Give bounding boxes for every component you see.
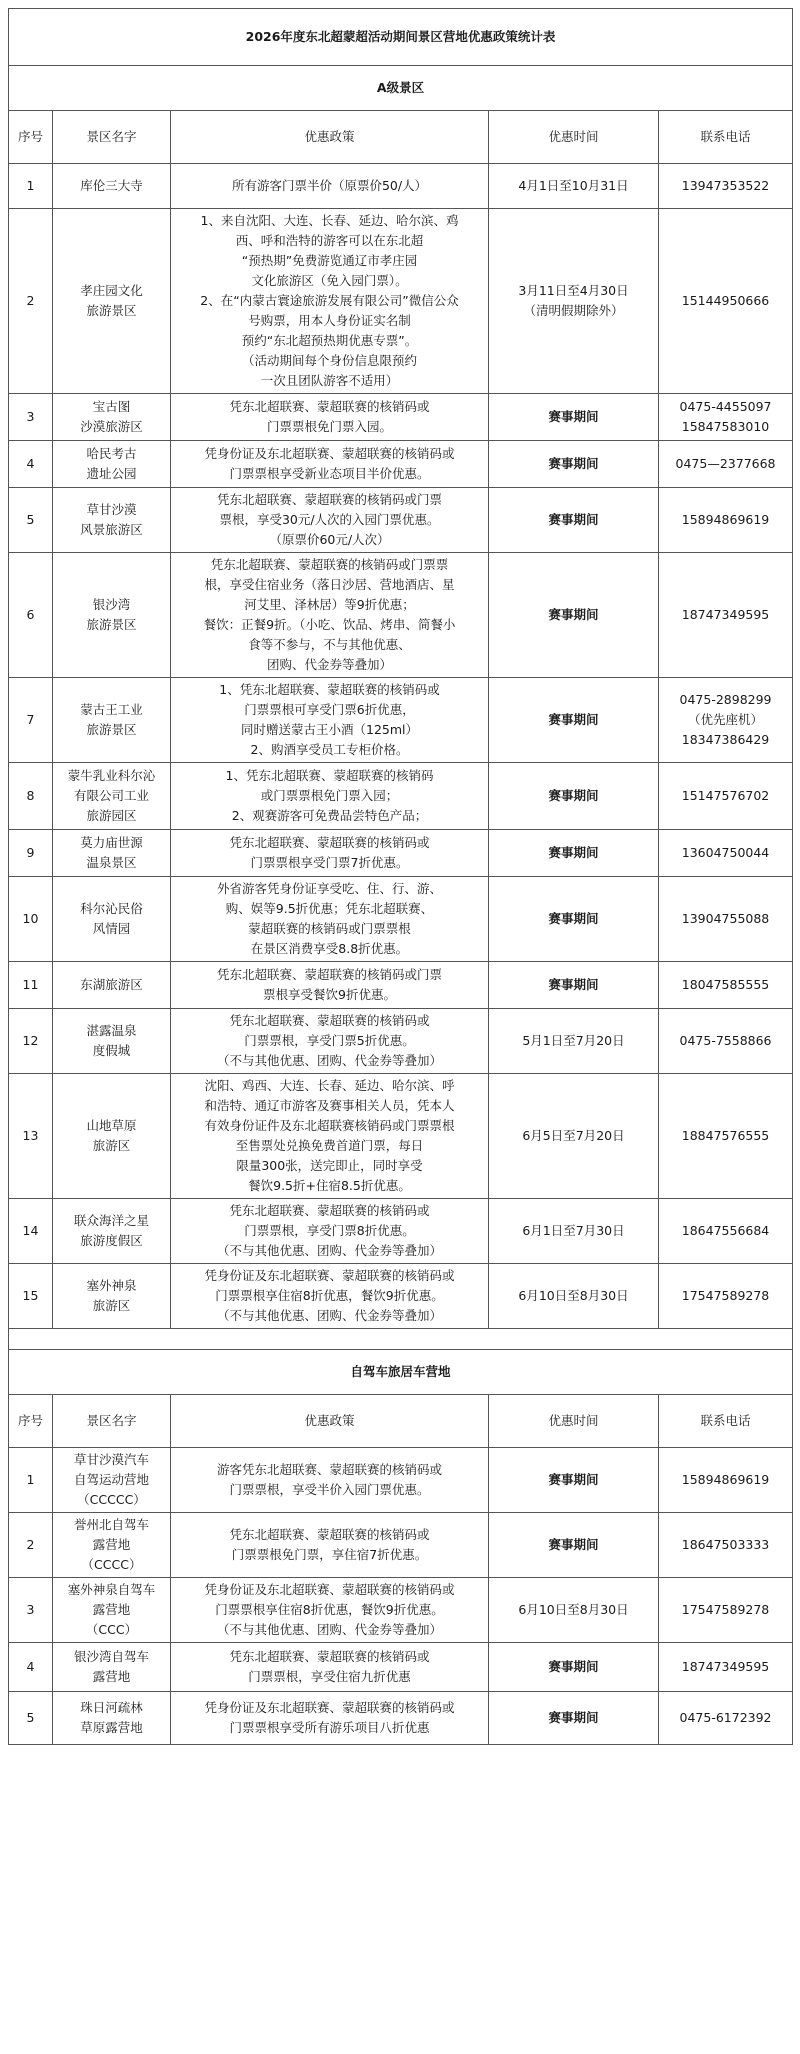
policy-line: 门票票根享住宿8折优惠，餐饮9折优惠。 bbox=[215, 1602, 444, 1617]
phone-cell bbox=[659, 553, 793, 678]
policy-line: （不与其他优惠、团购、代金券等叠加） bbox=[216, 1308, 442, 1323]
scenic-name-line: 沙漠旅游区 bbox=[80, 419, 143, 434]
policy-line: 凭东北超联赛、蒙超联赛的核销码或 bbox=[229, 1203, 430, 1218]
scenic-name bbox=[53, 1264, 171, 1329]
time-line: 赛事期间 bbox=[548, 1659, 599, 1674]
phone-line: 15894869619 bbox=[681, 512, 770, 527]
scenic-name-line: 自驾运动营地 bbox=[73, 1472, 149, 1487]
table-row bbox=[9, 962, 793, 1009]
time-line: 赛事期间 bbox=[548, 1710, 599, 1725]
scenic-name-line: 珠日河疏林 bbox=[80, 1700, 143, 1715]
policy-line: （不与其他优惠、团购、代金券等叠加） bbox=[216, 1622, 442, 1637]
table-row bbox=[9, 394, 793, 441]
policy-line: 2、购酒享受员工专柜价格。 bbox=[250, 742, 409, 757]
policy-line: 凭身份证及东北超联赛、蒙超联赛的核销码或 bbox=[204, 1582, 455, 1597]
phone-line: 18647503333 bbox=[681, 1537, 770, 1552]
phone-cell bbox=[659, 1264, 793, 1329]
policy-line: 号购票，用本人身份证实名制 bbox=[248, 313, 411, 328]
scenic-name-line: （CCCC） bbox=[81, 1557, 142, 1572]
scenic-name-line: 旅游区 bbox=[92, 1138, 131, 1153]
row-number: 13 bbox=[9, 1074, 53, 1199]
column-header: 序号 bbox=[9, 1395, 53, 1448]
row-number: 7 bbox=[9, 678, 53, 763]
table-row bbox=[9, 1448, 793, 1513]
scenic-name-line: 联众海洋之星 bbox=[73, 1213, 149, 1228]
phone-line: 13947353522 bbox=[681, 178, 770, 193]
policy-line: 预约“东北超预热期优惠专票”。 bbox=[241, 333, 418, 348]
scenic-name-line: 哈民考古 bbox=[86, 446, 137, 461]
phone-cell bbox=[659, 763, 793, 830]
time-cell bbox=[489, 1513, 659, 1578]
policy-line: （活动期间每个身份信息限预约 bbox=[241, 353, 417, 368]
policy-line: 门票票根可享受门票6折优惠， bbox=[244, 702, 415, 717]
time-line: 赛事期间 bbox=[548, 409, 599, 424]
scenic-name-line: 蒙牛乳业科尔沁 bbox=[67, 768, 156, 783]
row-number: 2 bbox=[9, 209, 53, 394]
time-line: 赛事期间 bbox=[548, 712, 599, 727]
scenic-name-line: 宝古图 bbox=[92, 399, 131, 414]
policy-line: 凭东北超联赛、蒙超联赛的核销码或 bbox=[229, 1527, 430, 1542]
scenic-name bbox=[53, 1074, 171, 1199]
scenic-name bbox=[53, 1448, 171, 1513]
scenic-name-line: 遗址公园 bbox=[86, 466, 137, 481]
column-header: 联系电话 bbox=[659, 1395, 793, 1448]
policy-cell bbox=[171, 678, 489, 763]
policy-line: 限量300张，送完即止，同时享受 bbox=[236, 1158, 423, 1173]
time-cell bbox=[489, 209, 659, 394]
policy-line: 门票票根享受新业态项目半价优惠。 bbox=[229, 466, 430, 481]
row-number: 3 bbox=[9, 394, 53, 441]
scenic-name bbox=[53, 164, 171, 209]
policy-line: 同时赠送蒙古王小酒（125ml） bbox=[240, 722, 418, 737]
policy-cell bbox=[171, 830, 489, 877]
policy-line: 游客凭东北超联赛、蒙超联赛的核销码或 bbox=[216, 1462, 442, 1477]
column-header: 景区名字 bbox=[53, 1395, 171, 1448]
time-line: 赛事期间 bbox=[548, 977, 599, 992]
phone-line: 15847583010 bbox=[681, 419, 770, 434]
time-line: 赛事期间 bbox=[548, 845, 599, 860]
phone-cell bbox=[659, 678, 793, 763]
policy-line: 票根，享受30元/人次的入园门票优惠。 bbox=[219, 512, 440, 527]
phone-line: （优先座机） bbox=[688, 712, 764, 727]
policy-line: （不与其他优惠、团购、代金券等叠加） bbox=[216, 1243, 442, 1258]
scenic-name-line: 风情园 bbox=[92, 921, 131, 936]
phone-cell bbox=[659, 441, 793, 488]
policy-cell bbox=[171, 1578, 489, 1643]
scenic-name bbox=[53, 678, 171, 763]
time-cell bbox=[489, 441, 659, 488]
time-cell bbox=[489, 877, 659, 962]
policy-line: 根，享受住宿业务（落日沙居、营地酒店、星 bbox=[204, 577, 455, 592]
row-number: 15 bbox=[9, 1264, 53, 1329]
scenic-name bbox=[53, 441, 171, 488]
scenic-name-line: 旅游区 bbox=[92, 1298, 131, 1313]
scenic-name-line: 山地草原 bbox=[86, 1118, 137, 1133]
scenic-name-line: 湛露温泉 bbox=[86, 1023, 137, 1038]
scenic-name-line: 温泉景区 bbox=[86, 855, 137, 870]
scenic-name-line: 草原露营地 bbox=[80, 1720, 143, 1735]
scenic-name bbox=[53, 1199, 171, 1264]
header-row bbox=[9, 111, 793, 164]
policy-cell bbox=[171, 763, 489, 830]
table-row bbox=[9, 1199, 793, 1264]
scenic-name-line: 塞外神泉 bbox=[86, 1278, 137, 1293]
time-line: 赛事期间 bbox=[548, 788, 599, 803]
policy-cell bbox=[171, 1643, 489, 1692]
scenic-name-line: 旅游园区 bbox=[86, 808, 137, 823]
policy-line: 外省游客凭身份证享受吃、住、行、游、 bbox=[216, 881, 442, 896]
scenic-name-line: 旅游度假区 bbox=[80, 1233, 143, 1248]
row-number: 2 bbox=[9, 1513, 53, 1578]
column-header: 优惠时间 bbox=[489, 1395, 659, 1448]
table-row bbox=[9, 877, 793, 962]
policy-line: 在景区消费享受8.8折优惠。 bbox=[250, 941, 409, 956]
policy-cell bbox=[171, 488, 489, 553]
phone-line: 18847576555 bbox=[681, 1128, 770, 1143]
policy-line: 购、娱等9.5折优惠；凭东北超联赛、 bbox=[225, 901, 434, 916]
time-cell bbox=[489, 1692, 659, 1745]
time-cell bbox=[489, 1264, 659, 1329]
row-number: 5 bbox=[9, 1692, 53, 1745]
phone-line: 0475-7558866 bbox=[679, 1033, 772, 1048]
time-line: 5月1日至7月20日 bbox=[522, 1033, 625, 1048]
time-line: 赛事期间 bbox=[548, 1472, 599, 1487]
scenic-name-line: 银沙湾 bbox=[92, 597, 131, 612]
policy-cell bbox=[171, 1009, 489, 1074]
scenic-name-line: 东湖旅游区 bbox=[80, 977, 143, 992]
time-line: 赛事期间 bbox=[548, 1537, 599, 1552]
phone-line: 0475-2898299 bbox=[679, 692, 772, 707]
time-cell bbox=[489, 164, 659, 209]
phone-cell bbox=[659, 1448, 793, 1513]
policy-line: 票根享受餐饮9折优惠。 bbox=[263, 987, 396, 1002]
time-line: 4月1日至10月31日 bbox=[518, 178, 629, 193]
row-number: 6 bbox=[9, 553, 53, 678]
row-number: 1 bbox=[9, 164, 53, 209]
phone-line: 18747349595 bbox=[681, 607, 770, 622]
phone-line: 13904755088 bbox=[681, 911, 770, 926]
phone-cell bbox=[659, 962, 793, 1009]
scenic-name bbox=[53, 1009, 171, 1074]
policy-line: 有效身份证件及东北超联赛核销码或门票票根 bbox=[204, 1118, 455, 1133]
policy-line: 所有游客门票半价（原票价50/人） bbox=[231, 178, 428, 193]
scenic-name bbox=[53, 553, 171, 678]
scenic-name-line: 莫力庙世源 bbox=[80, 835, 143, 850]
policy-line: 1、来自沈阳、大连、长春、延边、哈尔滨、鸡 bbox=[200, 213, 459, 228]
table-row bbox=[9, 1009, 793, 1074]
policy-line: （不与其他优惠、团购、代金券等叠加） bbox=[216, 1053, 442, 1068]
section-row bbox=[9, 66, 793, 111]
policy-line: 凭东北超联赛、蒙超联赛的核销码或门票 bbox=[216, 492, 442, 507]
policy-line: 蒙超联赛的核销码或门票票根 bbox=[248, 921, 411, 936]
row-number: 10 bbox=[9, 877, 53, 962]
policy-line: 门票票根享受所有游乐项目八折优惠 bbox=[229, 1720, 430, 1735]
time-line: 赛事期间 bbox=[548, 607, 599, 622]
time-line: 赛事期间 bbox=[548, 456, 599, 471]
section-title: A级景区 bbox=[9, 66, 793, 111]
scenic-name-line: （CCCCC） bbox=[77, 1492, 146, 1507]
phone-cell bbox=[659, 1009, 793, 1074]
phone-cell bbox=[659, 209, 793, 394]
scenic-name-line: 誉州北自驾车 bbox=[73, 1517, 149, 1532]
table-row bbox=[9, 553, 793, 678]
scenic-name bbox=[53, 830, 171, 877]
phone-cell bbox=[659, 877, 793, 962]
phone-cell bbox=[659, 1643, 793, 1692]
scenic-name-line: 科尔沁民俗 bbox=[80, 901, 143, 916]
time-cell bbox=[489, 1199, 659, 1264]
policy-line: 凭东北超联赛、蒙超联赛的核销码或门票 bbox=[216, 967, 442, 982]
scenic-name bbox=[53, 763, 171, 830]
policy-cell bbox=[171, 1074, 489, 1199]
phone-line: 0475-6172392 bbox=[679, 1710, 772, 1725]
scenic-name bbox=[53, 1643, 171, 1692]
scenic-name-line: 草甘沙漠汽车 bbox=[73, 1452, 149, 1467]
table-row bbox=[9, 1074, 793, 1199]
scenic-name-line: 旅游景区 bbox=[86, 303, 137, 318]
policy-cell bbox=[171, 164, 489, 209]
scenic-name-line: 有限公司工业 bbox=[73, 788, 149, 803]
phone-line: 15894869619 bbox=[681, 1472, 770, 1487]
policy-line: 至售票处兑换免费首道门票，每日 bbox=[235, 1138, 424, 1153]
column-header: 联系电话 bbox=[659, 111, 793, 164]
table-row bbox=[9, 488, 793, 553]
policy-line: 门票票根，享受门票5折优惠。 bbox=[244, 1033, 415, 1048]
header-row bbox=[9, 1395, 793, 1448]
time-line: 6月10日至8月30日 bbox=[518, 1602, 629, 1617]
policy-line: 凭东北超联赛、蒙超联赛的核销码或门票票 bbox=[210, 557, 449, 572]
policy-line: 门票票根，享受住宿九折优惠 bbox=[248, 1669, 411, 1684]
scenic-name-line: 旅游景区 bbox=[86, 722, 137, 737]
table-row bbox=[9, 1578, 793, 1643]
policy-line: 2、在“内蒙古寰途旅游发展有限公司”微信公众 bbox=[200, 293, 459, 308]
policy-cell bbox=[171, 1513, 489, 1578]
policy-cell bbox=[171, 1448, 489, 1513]
time-cell bbox=[489, 763, 659, 830]
policy-line: 河艾里、泽林居）等9折优惠； bbox=[244, 597, 415, 612]
policy-line: 门票票根，享受半价入园门票优惠。 bbox=[229, 1482, 430, 1497]
policy-line: 一次且团队游客不适用） bbox=[260, 373, 399, 388]
row-number: 14 bbox=[9, 1199, 53, 1264]
policy-cell bbox=[171, 1692, 489, 1745]
policy-table bbox=[8, 8, 793, 1745]
policy-line: 门票票根免门票入园。 bbox=[266, 419, 392, 434]
column-header: 优惠时间 bbox=[489, 111, 659, 164]
scenic-name-line: 草甘沙漠 bbox=[86, 502, 137, 517]
phone-cell bbox=[659, 1199, 793, 1264]
scenic-name bbox=[53, 962, 171, 1009]
table-row bbox=[9, 441, 793, 488]
time-line: 赛事期间 bbox=[548, 911, 599, 926]
policy-cell bbox=[171, 1264, 489, 1329]
scenic-name bbox=[53, 877, 171, 962]
policy-line: “预热期”免费游览通辽市孝庄园 bbox=[241, 253, 418, 268]
policy-line: 门票票根享受门票7折优惠。 bbox=[250, 855, 409, 870]
scenic-name bbox=[53, 394, 171, 441]
policy-line: 餐饮9.5折+住宿8.5折优惠。 bbox=[248, 1178, 411, 1193]
time-cell bbox=[489, 1009, 659, 1074]
table-row bbox=[9, 1264, 793, 1329]
scenic-name-line: （CCC） bbox=[85, 1622, 138, 1637]
policy-line: （原票价60元/人次） bbox=[269, 532, 390, 547]
policy-cell bbox=[171, 877, 489, 962]
scenic-name bbox=[53, 1513, 171, 1578]
phone-line: 0475-4455097 bbox=[679, 399, 772, 414]
page-title: 2026年度东北超蒙超活动期间景区营地优惠政策统计表 bbox=[9, 9, 793, 66]
policy-line: 文化旅游区（免入园门票）。 bbox=[251, 273, 408, 288]
phone-cell bbox=[659, 830, 793, 877]
table-row bbox=[9, 1692, 793, 1745]
policy-line: 或门票票根免门票入园； bbox=[260, 788, 399, 803]
column-header: 序号 bbox=[9, 111, 53, 164]
scenic-name-line: 库伦三大寺 bbox=[80, 178, 143, 193]
time-line: 3月11日至4月30日 bbox=[518, 283, 629, 298]
phone-line: 17547589278 bbox=[681, 1602, 770, 1617]
phone-cell bbox=[659, 394, 793, 441]
phone-cell bbox=[659, 1513, 793, 1578]
phone-line: 18647556684 bbox=[681, 1223, 770, 1238]
time-cell bbox=[489, 962, 659, 1009]
time-cell bbox=[489, 1643, 659, 1692]
section-row bbox=[9, 1350, 793, 1395]
time-cell bbox=[489, 1074, 659, 1199]
policy-cell bbox=[171, 1199, 489, 1264]
scenic-name bbox=[53, 209, 171, 394]
row-number: 5 bbox=[9, 488, 53, 553]
policy-line: 1、凭东北超联赛、蒙超联赛的核销码或 bbox=[219, 682, 440, 697]
scenic-name-line: 银沙湾自驾车 bbox=[73, 1649, 149, 1664]
table-row bbox=[9, 763, 793, 830]
column-header: 优惠政策 bbox=[171, 111, 489, 164]
row-number: 4 bbox=[9, 441, 53, 488]
scenic-name-line: 露营地 bbox=[92, 1669, 131, 1684]
table-row bbox=[9, 209, 793, 394]
document-page bbox=[8, 8, 792, 1745]
policy-line: 2、观赛游客可免费品尝特色产品； bbox=[231, 808, 428, 823]
policy-line: 餐饮：正餐9折。（小吃、饮品、烤串、简餐小 bbox=[203, 617, 456, 632]
scenic-name-line: 露营地 bbox=[92, 1602, 131, 1617]
phone-line: 17547589278 bbox=[681, 1288, 770, 1303]
policy-line: 凭东北超联赛、蒙超联赛的核销码或 bbox=[229, 1013, 430, 1028]
scenic-name-line: 旅游景区 bbox=[86, 617, 137, 632]
time-cell bbox=[489, 488, 659, 553]
policy-line: 门票票根免门票，享住宿7折优惠。 bbox=[231, 1547, 428, 1562]
time-line: 6月1日至7月30日 bbox=[522, 1223, 625, 1238]
scenic-name bbox=[53, 1578, 171, 1643]
scenic-name-line: 蒙古王工业 bbox=[80, 702, 143, 717]
policy-cell bbox=[171, 441, 489, 488]
phone-line: 18047585555 bbox=[681, 977, 770, 992]
phone-line: 13604750044 bbox=[681, 845, 770, 860]
time-line: 赛事期间 bbox=[548, 512, 599, 527]
table-row bbox=[9, 678, 793, 763]
scenic-name-line: 度假城 bbox=[92, 1043, 131, 1058]
time-line: 6月10日至8月30日 bbox=[518, 1288, 629, 1303]
policy-line: 门票票根，享受门票8折优惠。 bbox=[244, 1223, 415, 1238]
scenic-name-line: 孝庄园文化 bbox=[80, 283, 143, 298]
phone-cell bbox=[659, 1074, 793, 1199]
policy-line: 凭东北超联赛、蒙超联赛的核销码或 bbox=[229, 835, 430, 850]
scenic-name bbox=[53, 1692, 171, 1745]
phone-line: 15147576702 bbox=[681, 788, 770, 803]
policy-line: 沈阳、鸡西、大连、长春、延边、哈尔滨、呼 bbox=[204, 1078, 455, 1093]
phone-line: 18747349595 bbox=[681, 1659, 770, 1674]
time-line: （清明假期除外） bbox=[523, 303, 624, 318]
phone-cell bbox=[659, 1692, 793, 1745]
time-cell bbox=[489, 1448, 659, 1513]
time-cell bbox=[489, 830, 659, 877]
scenic-name-line: 塞外神泉自驾车 bbox=[67, 1582, 156, 1597]
policy-line: 门票票根享住宿8折优惠，餐饮9折优惠。 bbox=[215, 1288, 444, 1303]
table-row bbox=[9, 164, 793, 209]
column-header: 优惠政策 bbox=[171, 1395, 489, 1448]
row-number: 12 bbox=[9, 1009, 53, 1074]
scenic-name-line: 风景旅游区 bbox=[80, 522, 143, 537]
phone-cell bbox=[659, 488, 793, 553]
policy-line: 凭身份证及东北超联赛、蒙超联赛的核销码或 bbox=[204, 446, 455, 461]
policy-line: 1、凭东北超联赛、蒙超联赛的核销码 bbox=[225, 768, 434, 783]
section-gap-cell bbox=[9, 1329, 793, 1350]
phone-line: 0475—2377668 bbox=[675, 456, 776, 471]
policy-line: 凭东北超联赛、蒙超联赛的核销码或 bbox=[229, 1649, 430, 1664]
phone-cell bbox=[659, 1578, 793, 1643]
row-number: 3 bbox=[9, 1578, 53, 1643]
table-row bbox=[9, 1513, 793, 1578]
table-row bbox=[9, 830, 793, 877]
scenic-name-line: 露营地 bbox=[92, 1537, 131, 1552]
phone-line: 18347386429 bbox=[681, 732, 770, 747]
policy-line: 西、呼和浩特的游客可以在东北超 bbox=[235, 233, 424, 248]
policy-line: 凭身份证及东北超联赛、蒙超联赛的核销码或 bbox=[204, 1268, 455, 1283]
row-number: 1 bbox=[9, 1448, 53, 1513]
time-cell bbox=[489, 678, 659, 763]
section-title: 自驾车旅居车营地 bbox=[9, 1350, 793, 1395]
column-header: 景区名字 bbox=[53, 111, 171, 164]
policy-line: 凭身份证及东北超联赛、蒙超联赛的核销码或 bbox=[204, 1700, 455, 1715]
phone-line: 15144950666 bbox=[681, 293, 770, 308]
phone-cell bbox=[659, 164, 793, 209]
policy-line: 凭东北超联赛、蒙超联赛的核销码或 bbox=[229, 399, 430, 414]
policy-cell bbox=[171, 394, 489, 441]
policy-line: 和浩特、通辽市游客及赛事相关人员，凭本人 bbox=[204, 1098, 455, 1113]
section-gap bbox=[9, 1329, 793, 1350]
policy-line: 团购、代金券等叠加） bbox=[266, 657, 392, 672]
row-number: 4 bbox=[9, 1643, 53, 1692]
time-line: 6月5日至7月20日 bbox=[522, 1128, 625, 1143]
row-number: 9 bbox=[9, 830, 53, 877]
policy-cell bbox=[171, 209, 489, 394]
row-number: 8 bbox=[9, 763, 53, 830]
table-row bbox=[9, 1643, 793, 1692]
policy-cell bbox=[171, 553, 489, 678]
row-number: 11 bbox=[9, 962, 53, 1009]
policy-line: 食等不参与，不与其他优惠、 bbox=[248, 637, 411, 652]
title-row bbox=[9, 9, 793, 66]
time-cell bbox=[489, 394, 659, 441]
time-cell bbox=[489, 553, 659, 678]
time-cell bbox=[489, 1578, 659, 1643]
scenic-name bbox=[53, 488, 171, 553]
policy-cell bbox=[171, 962, 489, 1009]
